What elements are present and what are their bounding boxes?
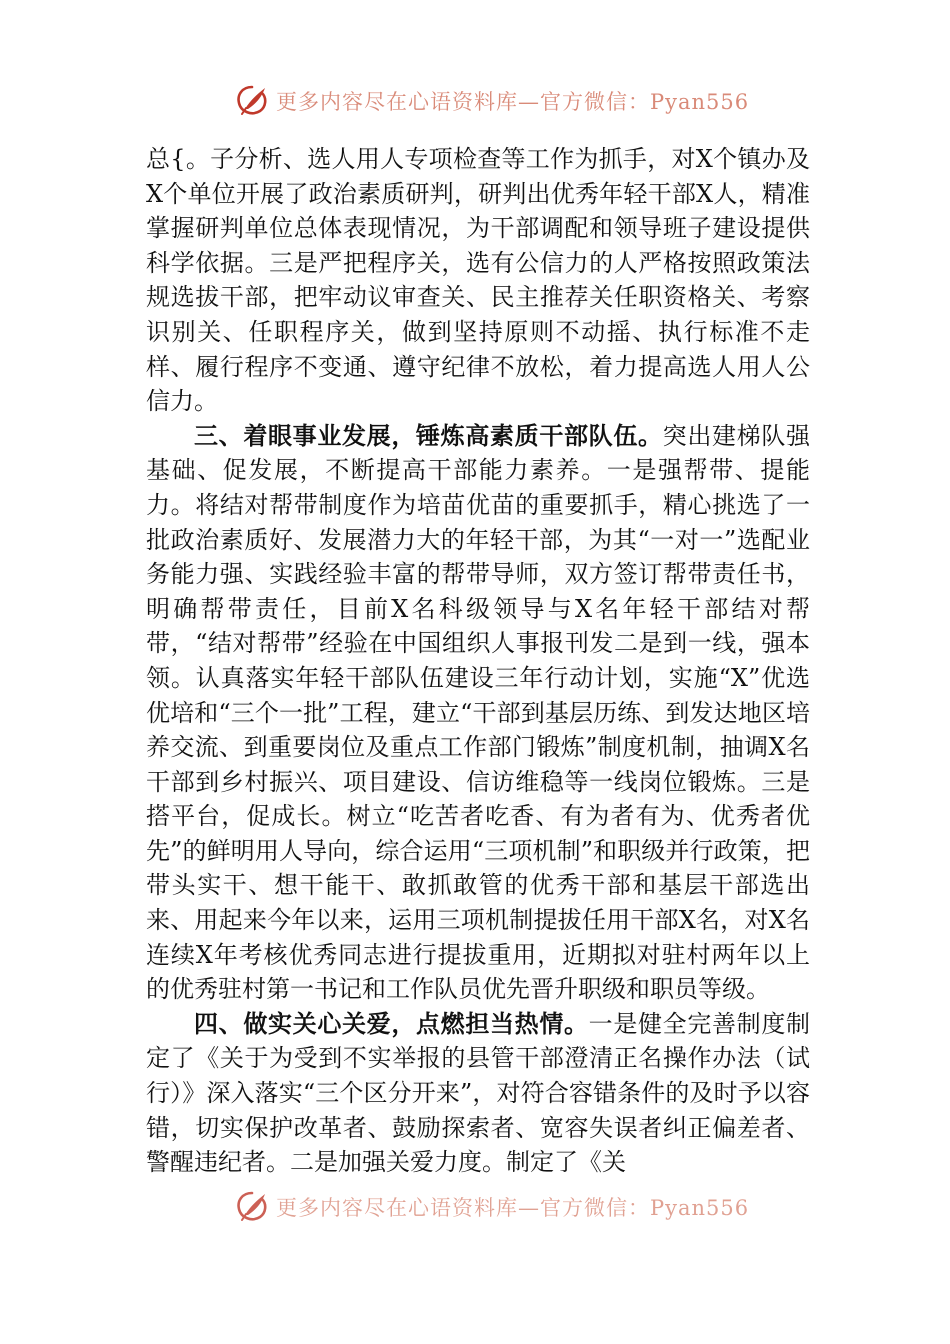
paragraph-text: 突出建梯队强基础、促发展，不断提高干部能力素养。一是强帮带、提能力。将结对帮带制度作为培苗优苗的重要抓手，精心挑选了一批政治素质好、发展潜力大的年轻干部，为其“一对一”选配业务能力强、实践经验丰富的帮带导师，双方签订帮带责任书，明确帮带责任，目前X名科级领导与X名年轻干部结对帮带，“结对帮带”经验在中国组织人事报刊发二是到一线，强本领。认真落实年轻干部队伍建设三年行动计划，实施“X”优选优培和“三个一批”工程，建立“干部到基层历练、到发达地区培养交流、到重要岗位及重点工作部门锻炼”制度机制，抽调X名干部到乡村振兴、项目建设、信访维稳等一线岗位锻炼。三是搭平台，促成长。树立“吃苦者吃香、有为者有为、优秀者优先”的鲜明用人导向，综合运用“三项机制”和职级并行政策，把带头实干、想干能干、敢抓敢管的优秀干部和基层干部选出来、用起来今年以来，运用三项机制提拔任用干部X名，对X名连续X年考核优秀同志进行提拔重用，近期拟对驻村两年以上的优秀驻村第一书记和工作队员优先晋升职级和职员等级。 <box>146 421 811 1004</box>
paragraph-text: 总{。子分析、选人用人专项检查等工作为抓手，对X个镇办及X个单位开展了政治素质研判，研判出优秀年轻干部X人，精准掌握研判单位总体表现情况，为干部调配和领导班子建设提供科学依据。三是严把程序关，选有公信力的人严格按照政策法规选拔干部，把牢动议审查关、民主推荐关任职资格关、考察识别关、任职程序关，做到坚持原则不动摇、执行标准不走样、履行程序不变通、遵守纪律不放松，着力提高选人用人公信力。 <box>146 145 810 416</box>
paragraph-1 <box>146 142 810 419</box>
paragraph-3 <box>146 1007 810 1180</box>
watermark-footer <box>232 1186 750 1228</box>
watermark-header <box>232 80 750 122</box>
paragraph-heading: 三、着眼事业发展，锤炼高素质干部队伍。 <box>194 420 663 450</box>
paragraph-text: 一是健全完善制度制定了《关于为受到不实举报的县管干部澄清正名操作办法（试行）》深入落实“三个区分开来”，对符合容错条件的及时予以容错，切实保护改革者、鼓励探索者、宽容失误者纠正偏差者、警醒违纪者。二是加强关爱力度。制定了《关 <box>146 1009 811 1177</box>
feather-pen-swirl-icon <box>232 81 272 121</box>
watermark-text: 更多内容尽在心语资料库—官方微信：Pyan556 <box>276 90 750 114</box>
paragraph-2 <box>146 419 810 1007</box>
watermark-text: 更多内容尽在心语资料库—官方微信：Pyan556 <box>276 1196 750 1220</box>
feather-pen-swirl-icon <box>232 1187 272 1227</box>
paragraph-heading: 四、做实关心关爱，点燃担当热情。 <box>194 1008 589 1038</box>
document-body <box>146 142 810 1180</box>
